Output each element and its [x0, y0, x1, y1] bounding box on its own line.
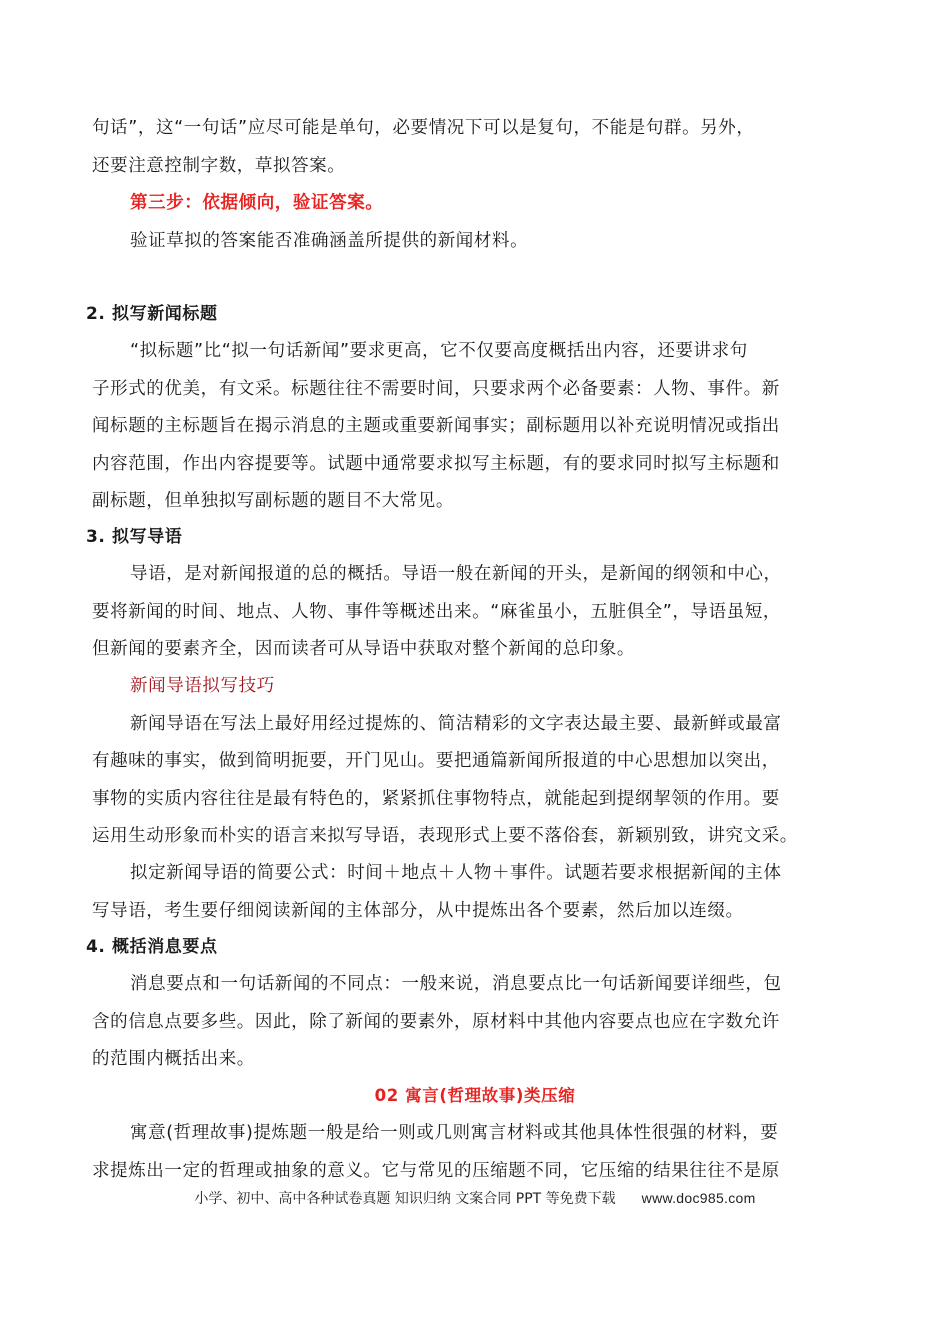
- text-line: 消息要点和一句话新闻的不同点：一般来说，消息要点比一句话新闻要详细些，包: [130, 974, 782, 994]
- text-line: 拟定新闻导语的简要公式：时间＋地点＋人物＋事件。试题若要求根据新闻的主体: [130, 863, 782, 883]
- text-line: 导语，是对新闻报道的总的概括。导语一般在新闻的开头，是新闻的纲领和中心，: [130, 564, 782, 584]
- section-heading-02: 02 寓言(哲理故事)类压缩: [374, 1086, 576, 1105]
- text-line: 还要注意控制字数，草拟答案。: [92, 156, 346, 176]
- section-heading-3: 3. 拟写导语: [86, 527, 183, 547]
- text-line: 内容范围，作出内容提要等。试题中通常要求拟写主标题，有的要求同时拟写主标题和: [92, 454, 780, 474]
- step-three-heading: 第三步：依据倾向，验证答案。: [130, 193, 384, 213]
- section-heading-4: 4. 概括消息要点: [86, 937, 218, 957]
- section-heading-2: 2. 拟写新闻标题: [86, 304, 218, 324]
- text-line: 验证草拟的答案能否准确涵盖所提供的新闻材料。: [130, 231, 529, 251]
- footer-url[interactable]: www.doc985.com: [641, 1190, 756, 1206]
- text-line: 新闻导语在写法上最好用经过提炼的、简洁精彩的文字表达最主要、最新鲜或最富: [130, 714, 782, 734]
- text-line: 事物的实质内容往往是最有特色的，紧紧抓住事物特点，就能起到提纲挈领的作用。要: [92, 789, 780, 809]
- text-line: 副标题，但单独拟写副标题的题目不大常见。: [92, 491, 454, 511]
- text-line: 写导语，考生要仔细阅读新闻的主体部分，从中提炼出各个要素，然后加以连缀。: [92, 901, 744, 921]
- subheading-lead-tips: 新闻导语拟写技巧: [130, 676, 275, 696]
- page-footer: [0, 1188, 950, 1209]
- text-line: 要将新闻的时间、地点、人物、事件等概述出来。“麻雀虽小，五脏俱全”，导语虽短，: [92, 602, 782, 622]
- text-line: 的范围内概括出来。: [92, 1049, 255, 1069]
- text-line: 句话”，这“一句话”应尽可能是单句，必要情况下可以是复句，不能是句群。另外，: [92, 118, 755, 138]
- text-line: 含的信息点要多些。因此，除了新闻的要素外，原材料中其他内容要点也应在字数允许: [92, 1012, 780, 1032]
- text-line: 有趣味的事实，做到简明扼要，开门见山。要把通篇新闻所报道的中心思想加以突出，: [92, 751, 780, 771]
- footer-text: 小学、初中、高中各种试卷真题 知识归纳 文案合同 PPT 等免费下载: [194, 1191, 616, 1207]
- text-line: 寓意(哲理故事)提炼题一般是给一则或几则寓言材料或其他具体性很强的材料，要: [130, 1123, 779, 1143]
- text-line: 运用生动形象而朴实的语言来拟写导语，表现形式上要不落俗套，新颖别致，讲究文采。: [92, 826, 798, 846]
- text-line: 求提炼出一定的哲理或抽象的意义。它与常见的压缩题不同，它压缩的结果往往不是原: [92, 1161, 780, 1181]
- text-line: 但新闻的要素齐全，因而读者可从导语中获取对整个新闻的总印象。: [92, 639, 635, 659]
- text-line: “拟标题”比“拟一句话新闻”要求更高，它不仅要高度概括出内容，还要讲求句: [130, 341, 748, 361]
- text-line: 子形式的优美，有文采。标题往往不需要时间，只要求两个必备要素：人物、事件。新: [92, 379, 780, 399]
- text-line: 闻标题的主标题旨在揭示消息的主题或重要新闻事实；副标题用以补充说明情况或指出: [92, 416, 780, 436]
